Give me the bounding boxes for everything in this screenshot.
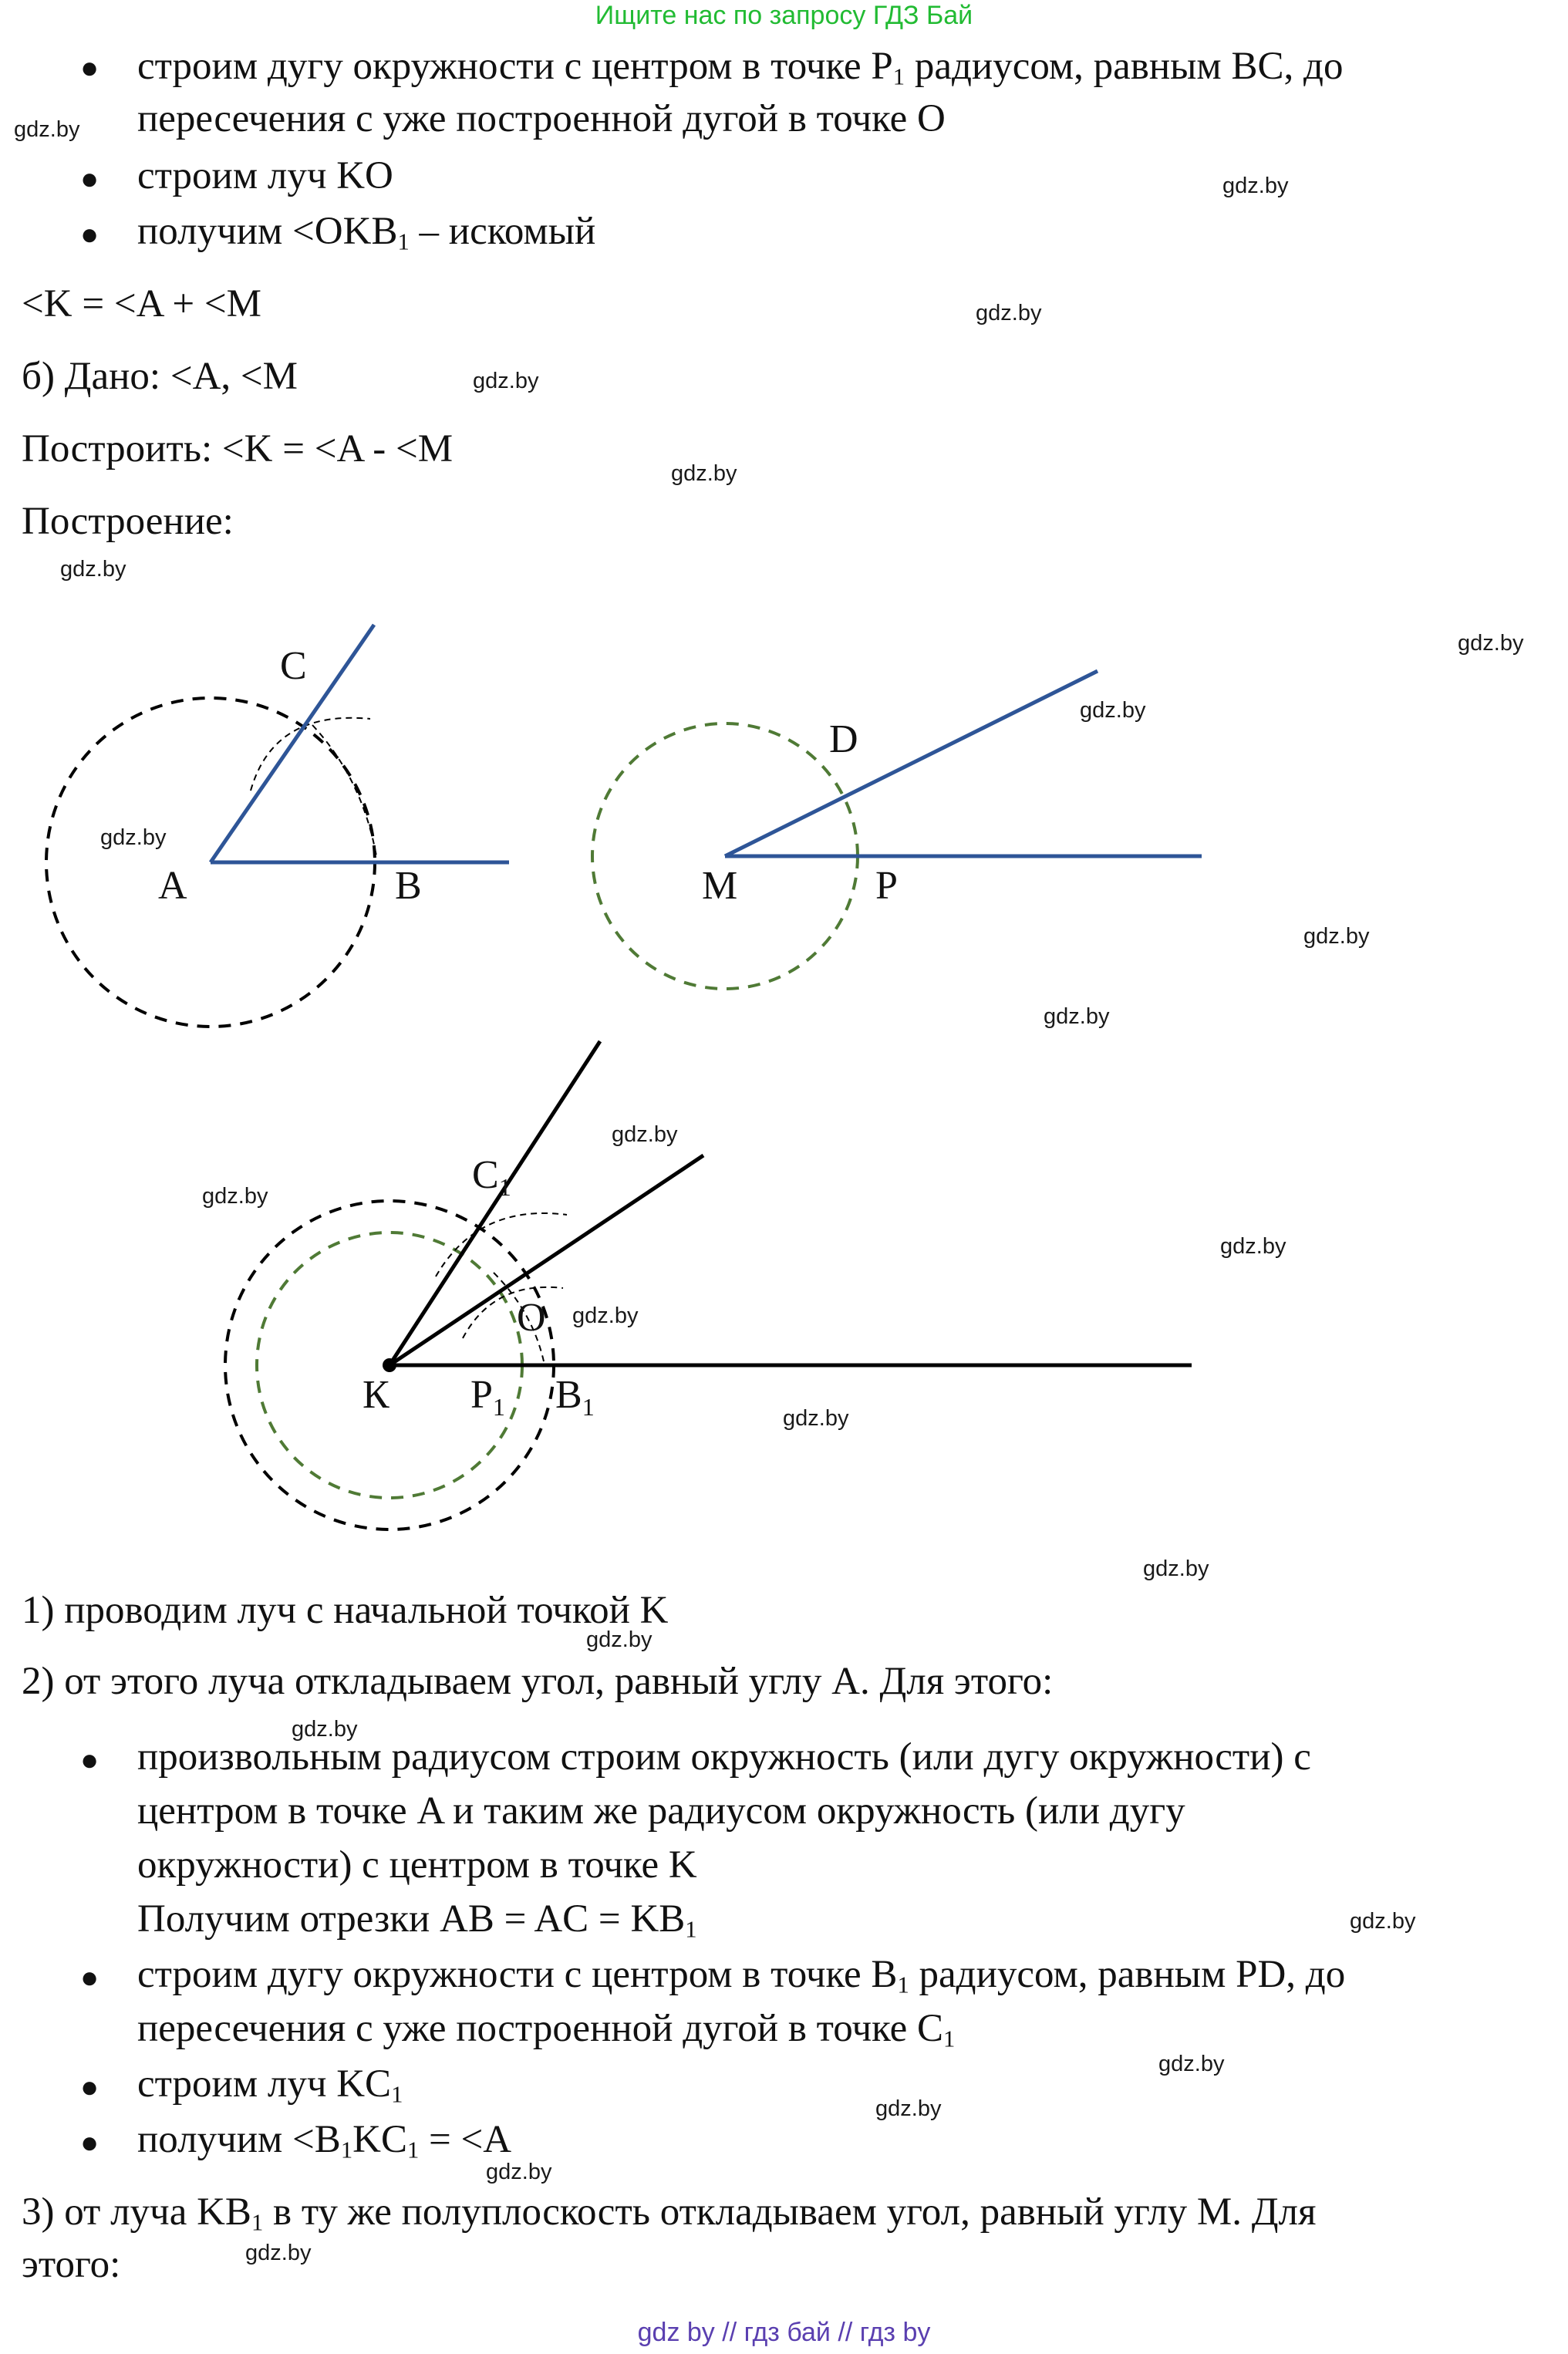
label-b1: B1 xyxy=(555,1373,595,1421)
angle-k-figure xyxy=(225,1041,1192,1529)
bullet-dot: ● xyxy=(80,50,99,85)
watermark: gdz.by xyxy=(14,117,80,142)
equation: <K = <A + <M xyxy=(22,282,262,325)
bullet-dot: ● xyxy=(80,217,99,251)
watermark: gdz.by xyxy=(671,461,737,486)
text-line: пересечения с уже построенной дугой в точке $C_1$ xyxy=(137,2007,956,2052)
label-p: P xyxy=(875,864,898,908)
watermark: gdz.by xyxy=(1080,698,1146,723)
step-2: 2) от этого луча откладываем угол, равный углу А. Для этого: xyxy=(22,1660,1054,1703)
arc-a-2 xyxy=(312,725,376,856)
watermark: gdz.by xyxy=(612,1122,678,1147)
bullet-dot: ● xyxy=(80,2069,99,2104)
label-c: C xyxy=(280,644,307,688)
text-line: получим $<B_1KC_1 = <A$ xyxy=(137,2118,512,2163)
step-1: 1) проводим луч с начальной точкой K xyxy=(22,1589,669,1632)
ray-ko xyxy=(389,1155,703,1365)
watermark: gdz.by xyxy=(1220,1234,1286,1259)
watermark: gdz.by xyxy=(1222,174,1289,198)
watermark: gdz.by xyxy=(1158,2052,1225,2076)
text-line: строим дугу окружности с центром в точке $B_1$ радиусом, равным PD, до xyxy=(137,1953,1346,1998)
watermark: gdz.by xyxy=(572,1303,639,1328)
label-o: O xyxy=(517,1296,546,1340)
watermark: gdz.by xyxy=(976,301,1042,325)
construction-heading: Построение: xyxy=(22,500,234,543)
point-k xyxy=(383,1358,396,1372)
label-c1: C1 xyxy=(472,1153,511,1201)
text-line: произвольным радиусом строим окружность (или дугу окружности) с xyxy=(137,1735,1311,1779)
top-banner[interactable]: Ищите нас по запросу ГДЗ Бай xyxy=(595,1,973,30)
watermark: gdz.by xyxy=(875,2096,942,2121)
label-b: B xyxy=(395,864,422,908)
watermark: gdz.by xyxy=(245,2241,312,2265)
ray-md xyxy=(725,671,1098,856)
watermark: gdz.by xyxy=(1143,1556,1209,1581)
watermark: gdz.by xyxy=(1303,924,1370,949)
text-line: окружности) с центром в точке K xyxy=(137,1843,697,1887)
watermark: gdz.by xyxy=(1044,1004,1110,1029)
label-a: A xyxy=(158,864,187,908)
label-m: M xyxy=(702,864,738,908)
footer-links[interactable]: gdz by // гдз бай // гдз by xyxy=(637,2318,931,2347)
bullet-dot: ● xyxy=(80,2125,99,2160)
watermark: gdz.by xyxy=(60,557,126,582)
step-3: 3) от луча $KB_1$ в ту же полуплоскость откладываем угол, равный углу M. Для xyxy=(22,2190,1317,2236)
text-line: получим $<OKB_1$ – искомый xyxy=(137,210,596,255)
construct-text: Построить: <K = <A - <M xyxy=(22,427,454,470)
step-3-cont: этого: xyxy=(22,2243,121,2286)
text-line: центром в точке A и таким же радиусом окружность (или дугу xyxy=(137,1789,1185,1833)
bullet-dot: ● xyxy=(80,161,99,196)
watermark: gdz.by xyxy=(586,1627,652,1652)
text-line: строим луч KO xyxy=(137,154,393,197)
watermark: gdz.by xyxy=(783,1406,849,1431)
watermark: gdz.by xyxy=(1458,631,1524,656)
watermark: gdz.by xyxy=(473,369,539,393)
bullet-dot: ● xyxy=(80,1960,99,1995)
text-line: пересечения с уже построенной дугой в точке O xyxy=(137,97,946,140)
watermark: gdz.by xyxy=(1350,1909,1416,1934)
watermark: gdz.by xyxy=(486,2160,552,2184)
text-line: строим луч $KC_1$ xyxy=(137,2062,403,2108)
label-p1: P1 xyxy=(470,1373,505,1421)
bullet-dot: ● xyxy=(80,1742,99,1777)
label-d: D xyxy=(829,717,858,761)
label-k: К xyxy=(362,1373,389,1417)
watermark: gdz.by xyxy=(292,1717,358,1742)
watermark: gdz.by xyxy=(202,1184,268,1209)
text-line: Получим отрезки AB = AC = $KB_1$ xyxy=(137,1897,697,1943)
given-text: б) Дано: <A, <M xyxy=(22,355,298,398)
text-line: строим дугу окружности с центром в точке $P_1$ радиусом, равным BC, до xyxy=(137,45,1344,90)
watermark: gdz.by xyxy=(100,825,167,850)
